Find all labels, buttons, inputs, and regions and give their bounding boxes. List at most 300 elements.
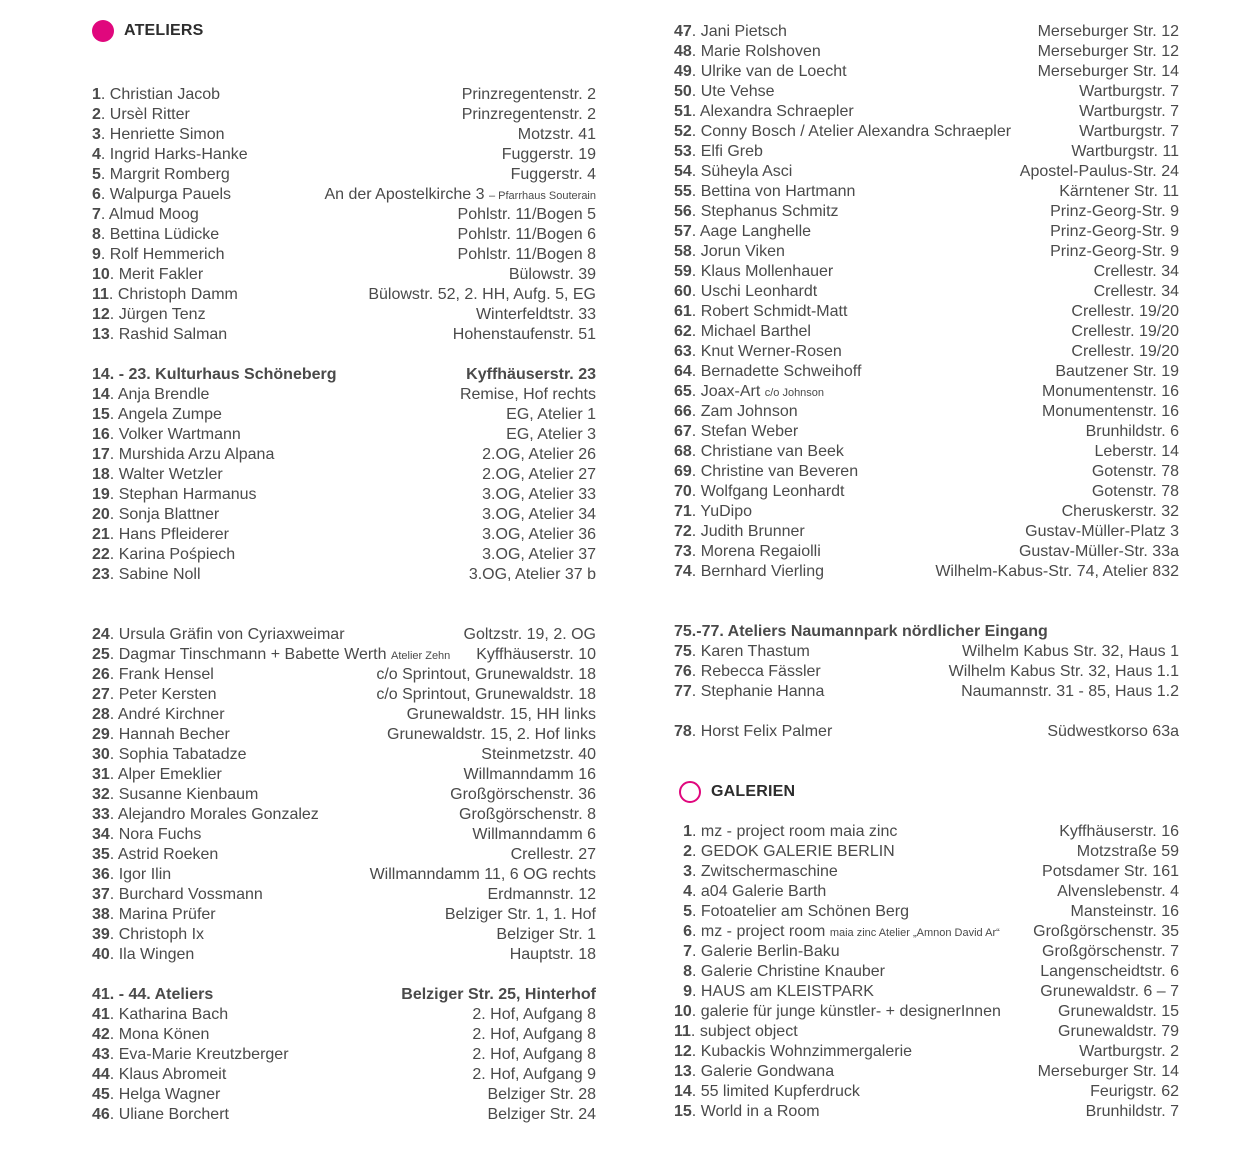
entry-address: Wartburgstr. 7 (1079, 103, 1179, 120)
entry-name-note: c/o Johnson (764, 387, 825, 399)
entry-name-cell: 39. Christoph Ix (92, 926, 205, 943)
entry-name-cell: 27. Peter Kersten (92, 686, 217, 703)
entry-address-cell (324, 185, 596, 205)
entry-name: Bernhard Vierling (700, 563, 825, 580)
entry-address: Prinz-Georg-Str. 9 (1050, 243, 1179, 260)
entry-address: Grunewaldstr. 15, HH links (406, 706, 596, 723)
entry-address-cell (1025, 522, 1179, 542)
entry-name: Ateliers Naumannpark nördlicher Eingang (727, 623, 1048, 640)
entry-address-cell (1071, 322, 1179, 342)
entry-name: Stephan Harmanus (118, 486, 257, 503)
entry-name: Fotoatelier am Schönen Berg (700, 903, 910, 920)
entry-address-cell (506, 405, 596, 425)
list-item (92, 645, 596, 665)
entry-address: Feurigstr. 62 (1090, 1083, 1179, 1100)
list-item (92, 285, 596, 305)
entry-address-cell (462, 105, 596, 125)
ateliers-heading (92, 20, 204, 42)
entry-address: Goltzstr. 19, 2. OG (463, 626, 596, 643)
entry-number: 72 (674, 523, 692, 540)
entry-number: 69 (674, 463, 692, 480)
entry-address: 3.OG, Atelier 34 (482, 506, 596, 523)
entry-name-cell: 24. Ursula Gräfin von Cyriaxweimar (92, 626, 345, 643)
list-item (674, 1082, 1179, 1102)
entry-name: 55 limited Kupferdruck (700, 1083, 860, 1100)
entry-number: 29 (92, 726, 110, 743)
list-item (674, 342, 1179, 362)
entry-number: 7 (92, 206, 101, 223)
entry-address: Bülowstr. 39 (508, 266, 596, 283)
entry-name: Ursèl Ritter (109, 106, 190, 123)
entry-number: 51 (674, 103, 692, 120)
entry-address: Pohlstr. 11/Bogen 5 (457, 206, 596, 223)
list-item (674, 482, 1179, 502)
ateliers-list-78 (674, 722, 1179, 742)
entry-address: Gustav-Müller-Platz 3 (1025, 523, 1179, 540)
list-item (674, 902, 1179, 922)
entry-number: 20 (92, 506, 110, 523)
entry-name: Christian Jacob (109, 86, 221, 103)
entry-address-cell (961, 682, 1179, 702)
entry-number: 32 (92, 786, 110, 803)
entry-address: Belziger Str. 1 (496, 926, 596, 943)
entry-number: 9 (683, 983, 692, 1000)
entry-name: Stefan Weber (700, 423, 799, 440)
list-item (92, 1045, 596, 1065)
list-item (674, 302, 1179, 322)
entry-name: Ingrid Harks-Hanke (109, 146, 248, 163)
list-item (674, 1102, 1179, 1122)
entry-name-cell: 14. 55 limited Kupferdruck (674, 1083, 860, 1100)
list-item (92, 425, 596, 445)
entry-address: Gustav-Müller-Str. 33a (1018, 543, 1179, 560)
entry-name-cell: 5. Fotoatelier am Schönen Berg (674, 902, 909, 922)
entry-number: 9 (92, 246, 101, 263)
entry-name: Nora Fuchs (118, 826, 202, 843)
entry-name: mz - project room maia zinc (700, 823, 898, 840)
entry-name: galerie für junge künstler- + designerInnen (700, 1003, 1001, 1020)
entry-number: 65 (674, 383, 692, 400)
entry-number: 67 (674, 423, 692, 440)
list-item (674, 862, 1179, 882)
entry-name: Bettina von Hartmann (700, 183, 856, 200)
entry-name-cell: 9. Rolf Hemmerich (92, 246, 225, 263)
entry-address: Willmanndamm 6 (472, 826, 596, 843)
entry-name: Kubackis Wohnzimmergalerie (700, 1043, 913, 1060)
entry-number: 7 (683, 943, 692, 960)
entry-name-cell: 61. Robert Schmidt-Matt (674, 303, 848, 320)
entry-number: 12 (92, 306, 110, 323)
entry-address: Pohlstr. 11/Bogen 8 (457, 246, 596, 263)
entry-address: Alvenslebenstr. 4 (1057, 883, 1179, 900)
entry-address-cell (482, 525, 596, 545)
entry-address: Wartburgstr. 2 (1079, 1043, 1179, 1060)
entry-name: Sophia Tabatadze (118, 746, 247, 763)
entry-name-cell: 2. GEDOK GALERIE BERLIN (674, 842, 895, 862)
entry-name-cell: 64. Bernadette Schweihoff (674, 363, 862, 380)
list-item (674, 642, 1179, 662)
list-item (92, 405, 596, 425)
entry-name-cell: 30. Sophia Tabatadze (92, 746, 247, 763)
entry-address: Belziger Str. 28 (487, 1086, 596, 1103)
entry-name: Hannah Becher (118, 726, 230, 743)
entry-address-cell (482, 465, 596, 485)
list-item (674, 382, 1179, 402)
entry-number: 77 (674, 683, 692, 700)
list-item (92, 1005, 596, 1025)
entry-number: 5 (92, 166, 101, 183)
entry-name-cell: 23. Sabine Noll (92, 566, 201, 583)
entry-address-cell (472, 1045, 596, 1065)
entry-address: 2. Hof, Aufgang 8 (472, 1006, 596, 1023)
entry-address: 2.OG, Atelier 26 (482, 446, 596, 463)
entry-name: Dagmar Tinschmann + Babette Werth (118, 646, 387, 663)
entry-name: Stephanus Schmitz (700, 203, 839, 220)
entry-name: Anja Brendle (117, 386, 210, 403)
entry-name: Galerie Christine Knauber (700, 963, 885, 980)
list-item (674, 662, 1179, 682)
list-item (674, 82, 1179, 102)
entry-name: Christiane van Beek (700, 443, 844, 460)
entry-name: Süheyla Asci (700, 163, 793, 180)
entry-name-cell: 20. Sonja Blattner (92, 506, 220, 523)
entry-address-cell (1062, 502, 1179, 522)
entry-number: 18 (92, 466, 110, 483)
list-item (674, 442, 1179, 462)
entry-address: Kyffhäuserstr. 16 (1059, 823, 1179, 840)
entry-name: Aage Langhelle (699, 223, 812, 240)
entry-name: Hans Pfleiderer (118, 526, 229, 543)
entry-number: 15 (674, 1103, 692, 1120)
entry-name-cell: 36. Igor Ilin (92, 866, 172, 883)
entry-name: Volker Wartmann (118, 426, 241, 443)
entry-address: Südwestkorso 63a (1047, 723, 1179, 740)
entry-address: 3.OG, Atelier 37 b (468, 566, 596, 583)
section-row (674, 622, 1179, 642)
entry-name: Walter Wetzler (118, 466, 223, 483)
entry-address-cell (1077, 842, 1179, 862)
entry-address: Belziger Str. 1, 1. Hof (444, 906, 596, 923)
entry-name-cell: 22. Karina Pośpiech (92, 546, 236, 563)
entry-name: mz - project room (700, 923, 826, 940)
entry-name: Sonja Blattner (118, 506, 220, 523)
entry-number: 3 (683, 863, 692, 880)
entry-number: 22 (92, 546, 110, 563)
entry-number: 17 (92, 446, 110, 463)
list-item (92, 505, 596, 525)
list-item (674, 282, 1179, 302)
entry-name-cell: 78. Horst Felix Palmer (674, 723, 833, 740)
entry-number: 56 (674, 203, 692, 220)
entry-address-cell (1094, 282, 1179, 302)
entry-address: Brunhildstr. 7 (1085, 1103, 1179, 1120)
entry-address-cell (1090, 1082, 1179, 1102)
entry-name: Marie Rolshoven (700, 43, 821, 60)
list-item (674, 502, 1179, 522)
entry-address: Bautzener Str. 19 (1055, 363, 1179, 380)
list-item (92, 445, 596, 465)
entry-address: Grunewaldstr. 6 – 7 (1040, 983, 1179, 1000)
entry-number: 8 (92, 226, 101, 243)
entry-number: 13 (92, 326, 110, 343)
entry-address-cell (1071, 902, 1180, 922)
entry-name-cell: 76. Rebecca Fässler (674, 663, 821, 680)
entry-name-cell: 63. Knut Werner-Rosen (674, 343, 842, 360)
list-item (674, 922, 1179, 942)
entry-address-cell (458, 245, 596, 265)
entry-address-cell (1079, 122, 1179, 142)
entry-name: Karen Thastum (700, 643, 810, 660)
entry-number: 6 (683, 923, 692, 940)
entry-name-cell: 52. Conny Bosch / Atelier Alexandra Schraepler (674, 123, 1012, 140)
entry-address-cell (488, 885, 597, 905)
entry-address-cell (1057, 882, 1179, 902)
entry-name-cell: 6. Walpurga Pauels (92, 186, 232, 203)
entry-number: 3 (92, 126, 101, 143)
entry-name-cell: 44. Klaus Abromeit (92, 1066, 227, 1083)
entry-name-cell: 10. galerie für junge künstler- + designerInnen (674, 1003, 1001, 1020)
list-item (92, 1085, 596, 1105)
entry-name-cell: 12. Jürgen Tenz (92, 306, 206, 323)
entry-address: Hohenstaufenstr. 51 (452, 326, 596, 343)
entry-name-cell: 59. Klaus Mollenhauer (674, 263, 834, 280)
entry-address: 2.OG, Atelier 27 (482, 466, 596, 483)
entry-name-cell: 14. Anja Brendle (92, 386, 210, 403)
entry-name-cell: 47. Jani Pietsch (674, 23, 787, 40)
entry-name-cell: 54. Süheyla Asci (674, 163, 793, 180)
entry-address-cell (1042, 402, 1179, 422)
entry-name: Zam Johnson (700, 403, 798, 420)
list-item (674, 1062, 1179, 1082)
list-item (674, 882, 1179, 902)
entry-number: 54 (674, 163, 692, 180)
entry-name-cell: 50. Ute Vehse (674, 83, 775, 100)
entry-address-cell (1059, 182, 1179, 202)
entry-name-cell: 1. Christian Jacob (92, 86, 221, 103)
entry-number: 35 (92, 846, 110, 863)
entry-name-cell: 49. Ulrike van de Loecht (674, 63, 847, 80)
entry-address: Willmanndamm 11, 6 OG rechts (369, 866, 596, 883)
entry-number: 34 (92, 826, 110, 843)
list-item (674, 362, 1179, 382)
entry-address-cell (509, 265, 596, 285)
list-item (674, 462, 1179, 482)
entry-address: Fuggerstr. 4 (510, 166, 596, 183)
entry-address: Prinz-Georg-Str. 9 (1050, 223, 1179, 240)
entry-address-cell (387, 725, 596, 745)
list-item (674, 242, 1179, 262)
entry-address: Motzstraße 59 (1076, 843, 1179, 860)
entry-address: Mansteinstr. 16 (1070, 903, 1179, 920)
galerien-heading (679, 781, 795, 803)
entry-name-cell: 6. mz - project room maia zinc Atelier „Amnon David Ar“ (674, 922, 1000, 942)
list-item (674, 1042, 1179, 1062)
entry-name-cell: 57. Aage Langhelle (674, 223, 812, 240)
entry-address-cell (1079, 82, 1179, 102)
entry-name-cell: 34. Nora Fuchs (92, 826, 202, 843)
entry-address: Gotenstr. 78 (1091, 463, 1179, 480)
entry-number: 47 (674, 23, 692, 40)
entry-name: Sabine Noll (118, 566, 201, 583)
entry-name-cell: 43. Eva-Marie Kreutzberger (92, 1046, 289, 1063)
entry-name-cell: 5. Margrit Romberg (92, 166, 230, 183)
entry-name-cell: 41. Katharina Bach (92, 1006, 229, 1023)
entry-name: Jürgen Tenz (118, 306, 206, 323)
entry-address: Wartburgstr. 7 (1079, 83, 1179, 100)
list-item (92, 85, 596, 105)
entry-address: Prinz-Georg-Str. 9 (1050, 203, 1179, 220)
entry-address-cell (1059, 822, 1179, 842)
entry-name-cell: 13. Galerie Gondwana (674, 1063, 835, 1080)
entry-number: 66 (674, 403, 692, 420)
list-item (92, 205, 596, 225)
entry-name: Jorun Viken (700, 243, 785, 260)
entry-address: Prinzregentenstr. 2 (461, 106, 596, 123)
entry-address: Naumannstr. 31 - 85, Haus 1.2 (961, 683, 1179, 700)
list-item (92, 825, 596, 845)
list-item (92, 105, 596, 125)
entry-name: Uschi Leonhardt (700, 283, 818, 300)
entry-address: c/o Sprintout, Grunewaldstr. 18 (376, 686, 596, 703)
entry-name-cell: 55. Bettina von Hartmann (674, 183, 856, 200)
entry-address: Großgörschenstr. 8 (459, 806, 596, 823)
entry-name: Michael Barthel (700, 323, 811, 340)
entry-name-cell: 3. Henriette Simon (92, 126, 225, 143)
list-item (674, 842, 1179, 862)
entry-number: 15 (92, 406, 110, 423)
entry-name-cell: 38. Marina Prüfer (92, 906, 216, 923)
entry-address-cell (458, 225, 596, 245)
entry-address-cell (460, 385, 596, 405)
entry-number: 10 (92, 266, 110, 283)
entry-address-cell (469, 565, 596, 585)
entry-address: Langenscheidtstr. 6 (1040, 963, 1179, 980)
entry-address: Crellestr. 34 (1093, 283, 1179, 300)
list-item (674, 222, 1179, 242)
entry-number: 31 (92, 766, 110, 783)
entry-name-cell: 65. Joax-Art c/o Johnson (674, 383, 825, 400)
entry-address-cell (472, 1065, 596, 1085)
entry-name-cell: 40. Ila Wingen (92, 946, 195, 963)
entry-name: Wolfgang Leonhardt (700, 483, 845, 500)
entry-number: 45 (92, 1086, 110, 1103)
entry-address-cell (476, 305, 596, 325)
entry-number: 36 (92, 866, 110, 883)
entry-address: 2. Hof, Aufgang 9 (472, 1066, 596, 1083)
entry-address-cell (401, 985, 596, 1005)
entry-address: Großgörschenstr. 7 (1042, 943, 1179, 960)
entry-number: 1 (683, 823, 692, 840)
entry-address-note: – Pfarrhaus Souterain (488, 190, 596, 202)
entry-address-cell (502, 145, 596, 165)
entry-name-cell: 2. Ursèl Ritter (92, 106, 190, 123)
entry-name: Almud Moog (108, 206, 199, 223)
entry-name: Kulturhaus Schöneberg (155, 366, 337, 383)
list-item (92, 1025, 596, 1045)
entry-address: Wilhelm Kabus Str. 32, Haus 1.1 (948, 663, 1179, 680)
entry-number: 28 (92, 706, 110, 723)
entry-name-cell: 26. Frank Hensel (92, 666, 214, 683)
entry-number: 60 (674, 283, 692, 300)
entry-address-cell (1042, 862, 1179, 882)
entry-address-cell (1042, 382, 1179, 402)
entry-address-cell (1020, 162, 1179, 182)
entry-number: 76 (674, 663, 692, 680)
entry-address: Crellestr. 19/20 (1071, 323, 1179, 340)
list-item (674, 562, 1179, 582)
entry-number: 42 (92, 1026, 110, 1043)
entry-name: Walpurga Pauels (109, 186, 232, 203)
entry-name-cell: 37. Burchard Vossmann (92, 886, 263, 903)
entry-name: Eva-Marie Kreutzberger (118, 1046, 289, 1063)
entry-name-cell: 70. Wolfgang Leonhardt (674, 483, 845, 500)
entry-name-cell: 42. Mona Könen (92, 1026, 210, 1043)
entry-address-cell (1055, 362, 1179, 382)
entry-address-cell (1042, 942, 1179, 962)
entry-name: subject object (699, 1023, 798, 1040)
entry-name: Ila Wingen (118, 946, 195, 963)
entry-address: Crellestr. 19/20 (1071, 343, 1179, 360)
entry-name: Jani Pietsch (700, 23, 787, 40)
entry-name: Peter Kersten (118, 686, 217, 703)
galerien-list (674, 822, 1179, 1122)
entry-name: Rebecca Fässler (700, 663, 821, 680)
list-item (674, 62, 1179, 82)
entry-name: Joax-Art (700, 383, 761, 400)
ateliers-list-naumannpark (674, 622, 1179, 702)
entry-name: Bernadette Schweihoff (700, 363, 862, 380)
entry-name-cell: 31. Alper Emeklier (92, 766, 222, 783)
entry-address: Willmanndamm 16 (463, 766, 596, 783)
entry-number: 30 (92, 746, 110, 763)
entry-address: Gotenstr. 78 (1091, 483, 1179, 500)
entry-address-cell (1071, 302, 1179, 322)
list-item (92, 125, 596, 145)
entry-number: 21 (92, 526, 110, 543)
entry-number: 14 (92, 386, 110, 403)
entry-address-cell (935, 562, 1179, 582)
entry-number: 6 (92, 186, 101, 203)
list-item (92, 265, 596, 285)
entry-address: 2. Hof, Aufgang 8 (472, 1046, 596, 1063)
entry-name: Rashid Salman (118, 326, 228, 343)
list-item (92, 1065, 596, 1085)
entry-address-cell (453, 325, 596, 345)
list-item (674, 522, 1179, 542)
entry-address-cell (459, 805, 596, 825)
entry-address-cell (506, 425, 596, 445)
entry-address-cell (511, 845, 596, 865)
entry-number: 23 (92, 566, 110, 583)
entry-address: Merseburger Str. 14 (1037, 63, 1179, 80)
list-item (674, 1022, 1179, 1042)
entry-number: 40 (92, 946, 110, 963)
entry-name: Zwitschermaschine (700, 863, 838, 880)
entry-address-cell (464, 765, 596, 785)
entry-number: 1 (92, 86, 101, 103)
entry-name-cell: 51. Alexandra Schraepler (674, 103, 854, 120)
list-item (92, 545, 596, 565)
entry-number: 24 (92, 626, 110, 643)
entry-name-cell: 35. Astrid Roeken (92, 846, 219, 863)
entry-address: Belziger Str. 24 (487, 1106, 596, 1123)
entry-name: Klaus Mollenhauer (700, 263, 834, 280)
entry-address: Leberstr. 14 (1094, 443, 1179, 460)
entry-address-cell (962, 642, 1179, 662)
entry-number: 4 (683, 883, 692, 900)
entry-address-cell (1058, 1022, 1179, 1042)
entry-name-cell: 18. Walter Wetzler (92, 466, 223, 483)
